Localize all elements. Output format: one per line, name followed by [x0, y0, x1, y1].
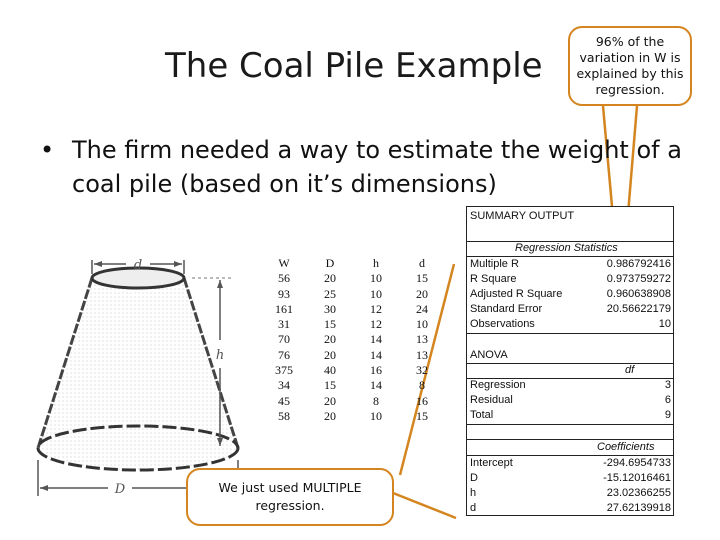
table-cell: 32 [416, 363, 428, 378]
table-cell: 13 [416, 332, 428, 347]
coef-value: -15.12016461 [603, 472, 671, 484]
table-cell: 14 [370, 347, 382, 362]
stat-value: 10 [658, 318, 671, 330]
table-cell: 10 [416, 317, 428, 332]
table-cell: 20 [324, 347, 336, 362]
table-cell: 93 [278, 286, 290, 301]
anova-value: 9 [664, 409, 671, 421]
table-cell: 40 [324, 363, 336, 378]
table-cell: 20 [324, 271, 336, 286]
stat-label: Multiple R [470, 258, 519, 270]
label-height: h [215, 348, 225, 363]
table-cell: 16 [370, 363, 382, 378]
table-cell: 13 [416, 347, 428, 362]
label-top-diameter: d [133, 258, 143, 273]
callout-bottom-pointer-bottom [393, 493, 456, 518]
summary-output-panel [466, 206, 674, 516]
table-cell: 12 [370, 317, 382, 332]
bullet-text: The firm needed a way to estimate the weight of a coal pile (based on it’s dimensions) [72, 136, 682, 198]
stat-value: 20.56622179 [606, 303, 671, 315]
summary-heading: SUMMARY OUTPUT [470, 210, 575, 222]
table-cell: 161 [275, 301, 293, 316]
divider [467, 363, 673, 364]
table-cell: 8 [419, 378, 425, 393]
callout-r-square-text: 96% of the variation in W is explained by this regression. [576, 34, 684, 97]
column-header: h [373, 256, 379, 270]
table-cell: 8 [373, 393, 379, 408]
table-cell: 56 [278, 271, 290, 286]
bullet-marker: • [40, 136, 55, 164]
table-cell: 14 [370, 332, 382, 347]
coef-label: d [470, 502, 477, 514]
column-header: d [419, 256, 425, 270]
table-cell: 16 [416, 393, 428, 408]
table-cell: 15 [324, 378, 336, 393]
stat-value: 0.986792416 [606, 258, 671, 270]
callout-multiple-regression-text: We just used MULTIPLE regression. [218, 480, 362, 513]
anova-df-header: df [625, 364, 635, 376]
callout-multiple-regression [186, 468, 394, 526]
stat-value: 0.973759272 [606, 273, 671, 285]
column-W [264, 256, 304, 424]
column-header: D [325, 256, 335, 270]
table-cell: 70 [278, 332, 290, 347]
table-cell: 14 [370, 378, 382, 393]
table-cell: 20 [324, 332, 336, 347]
stat-label: Observations [470, 318, 535, 330]
table-cell: 20 [416, 286, 428, 301]
coef-value: 23.02366255 [606, 487, 671, 499]
stat-label: Adjusted R Square [470, 288, 563, 300]
table-cell: 20 [324, 408, 336, 423]
coef-label: D [470, 472, 478, 484]
table-cell: 12 [370, 301, 382, 316]
table-cell: 25 [324, 286, 336, 301]
table-cell: 10 [370, 286, 382, 301]
anova-label: Total [470, 409, 494, 421]
column-D [310, 256, 350, 424]
stat-value: 0.960638908 [606, 288, 671, 300]
table-cell: 31 [278, 317, 290, 332]
table-cell: 34 [278, 378, 290, 393]
column-d [402, 256, 442, 424]
table-cell: 45 [278, 393, 290, 408]
label-base-diameter: D [114, 482, 126, 497]
coef-label: h [470, 487, 477, 499]
reg-stats-heading: Regression Statistics [515, 242, 618, 254]
table-cell: 24 [416, 301, 428, 316]
column-h [356, 256, 396, 424]
table-cell: 58 [278, 408, 290, 423]
table-cell: 15 [416, 271, 428, 286]
table-cell: 15 [416, 408, 428, 423]
anova-label: Residual [470, 394, 513, 406]
divider [467, 424, 673, 425]
table-cell: 15 [324, 317, 336, 332]
anova-value: 6 [664, 394, 671, 406]
table-cell: 10 [370, 271, 382, 286]
stat-label: R Square [470, 273, 517, 285]
anova-value: 3 [664, 379, 671, 391]
coef-label: Intercept [470, 457, 513, 469]
table-cell: 30 [324, 301, 336, 316]
column-header: W [278, 256, 290, 270]
stat-label: Standard Error [470, 303, 543, 315]
table-cell: 10 [370, 408, 382, 423]
divider [467, 333, 673, 334]
coef-value: -294.6954733 [603, 457, 671, 469]
table-cell: 76 [278, 347, 290, 362]
slide-title: The Coal Pile Example [165, 46, 543, 86]
anova-label: Regression [470, 379, 526, 391]
coef-heading: Coefficients [597, 441, 655, 453]
coef-value: 27.62139918 [606, 502, 671, 514]
table-cell: 375 [275, 363, 293, 378]
anova-heading: ANOVA [470, 349, 508, 361]
table-cell: 20 [324, 393, 336, 408]
